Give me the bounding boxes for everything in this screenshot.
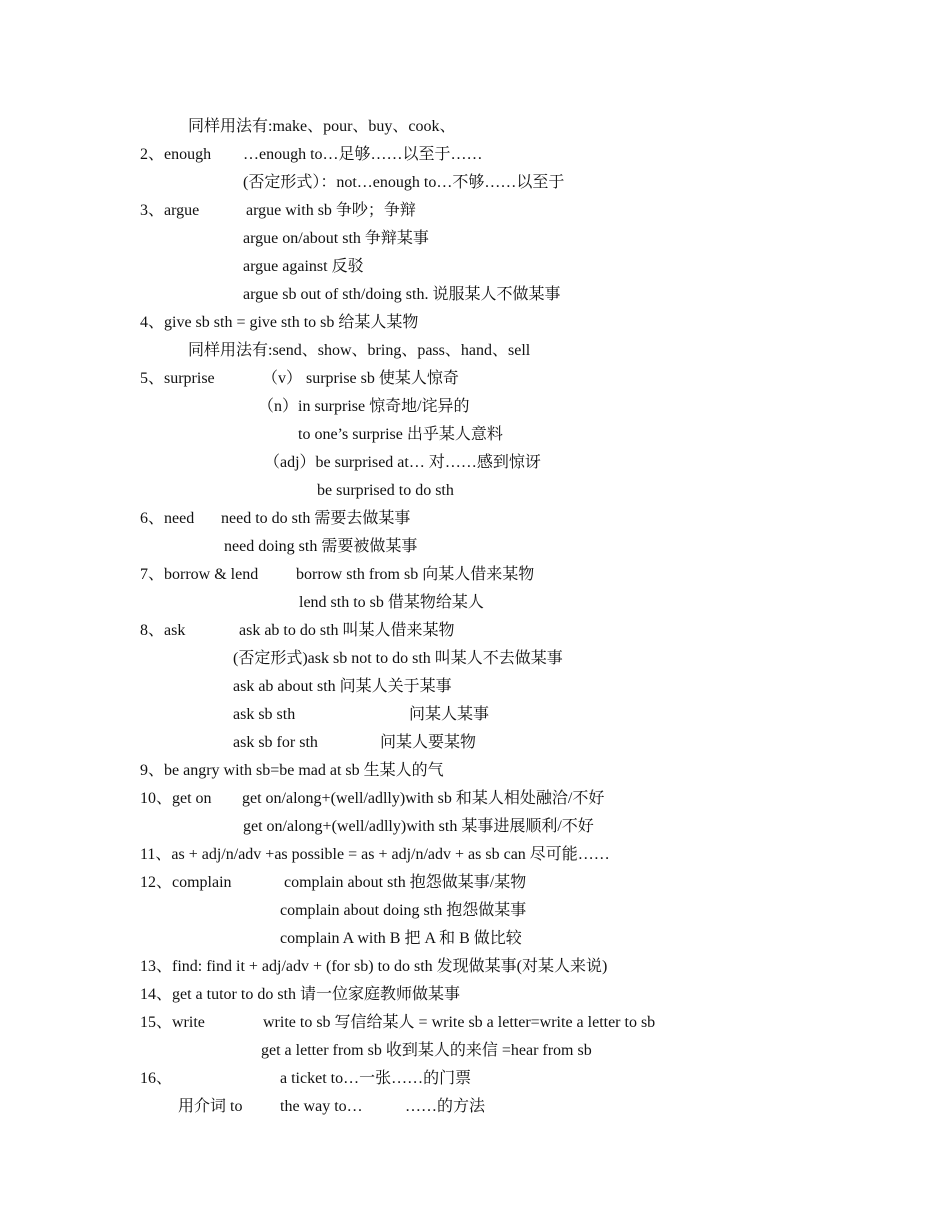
text-line: complain A with B 把 A 和 B 做比较 [280, 930, 522, 947]
text-line: ask sb for sth [233, 734, 318, 751]
text-line: ask ab about sth 问某人关于某事 [233, 678, 452, 695]
entry-heading: 9、be angry with sb=be mad at sb 生某人的气 [140, 762, 444, 779]
text-line: (否定形式）：not…enough to…不够……以至于 [243, 174, 565, 191]
text-line: the way to… [280, 1098, 363, 1115]
entry-heading: 3、argue [140, 202, 200, 219]
entry-heading: 5、surprise [140, 370, 215, 387]
text-line: （v） surprise sb 使某人惊奇 [262, 370, 459, 387]
text-line: ask ab to do sth 叫某人借来某物 [239, 622, 455, 639]
text-line: need doing sth 需要被做某事 [224, 538, 418, 555]
text-line: argue on/about sth 争辩某事 [243, 230, 429, 247]
text-line: …enough to…足够……以至于…… [243, 146, 483, 163]
text-line: 同样用法有:make、pour、buy、cook、 [188, 118, 456, 135]
entry-heading: 13、find: find it + adj/adv + (for sb) to do sth 发现做某事(对某人来说) [140, 958, 608, 975]
entry-heading: 16、 [140, 1070, 173, 1087]
entry-heading: 15、write [140, 1014, 205, 1031]
text-line: argue with sb 争吵；争辩 [246, 202, 416, 219]
entry-heading: 12、complain [140, 874, 232, 891]
text-line: argue sb out of sth/doing sth. 说服某人不做某事 [243, 286, 561, 303]
entry-heading: 14、get a tutor to do sth 请一位家庭教师做某事 [140, 986, 460, 1003]
text-line: need to do sth 需要去做某事 [221, 510, 411, 527]
text-line: （n）in surprise 惊奇地/诧异的 [258, 398, 470, 415]
text-line: 问某人某事 [409, 706, 490, 723]
entry-heading: 2、enough [140, 146, 212, 163]
entry-heading: 8、ask [140, 622, 186, 639]
text-line: complain about sth 抱怨做某事/某物 [284, 874, 527, 891]
entry-heading: 6、need [140, 510, 195, 527]
text-line: complain about doing sth 抱怨做某事 [280, 902, 527, 919]
text-line: write to sb 写信给某人 = write sb a letter=write a letter to sb [263, 1014, 656, 1031]
text-line: a ticket to…一张……的门票 [280, 1070, 472, 1087]
text-line: ask sb sth [233, 706, 296, 723]
text-line: get on/along+(well/adlly)with sb 和某人相处融洽/不好 [242, 790, 605, 807]
text-line: get on/along+(well/adlly)with sth 某事进展顺利/不好 [243, 818, 594, 835]
text-line: borrow sth from sb 向某人借来某物 [296, 566, 535, 583]
text-line: 问某人要某物 [380, 734, 477, 751]
entry-heading: 7、borrow & lend [140, 566, 259, 583]
text-line: 同样用法有:send、show、bring、pass、hand、sell [188, 342, 531, 359]
text-line: be surprised to do sth [317, 482, 454, 499]
text-line: (否定形式)ask sb not to do sth 叫某人不去做某事 [233, 650, 563, 667]
text-line: get a letter from sb 收到某人的来信 =hear from sb [261, 1042, 592, 1059]
text-line: lend sth to sb 借某物给某人 [299, 594, 484, 611]
entry-heading: 4、give sb sth = give sth to sb 给某人某物 [140, 314, 419, 331]
text-line: 用介词 to [178, 1098, 243, 1115]
text-line: argue against 反驳 [243, 258, 364, 275]
text-line: to one’s surprise 出乎某人意料 [298, 426, 503, 443]
entry-heading: 10、get on [140, 790, 212, 807]
text-line: （adj）be surprised at… 对……感到惊讶 [264, 454, 541, 471]
text-line: ……的方法 [405, 1098, 486, 1115]
entry-heading: 11、as + adj/n/adv +as possible = as + adj/n/adv + as sb can 尽可能…… [140, 846, 610, 863]
